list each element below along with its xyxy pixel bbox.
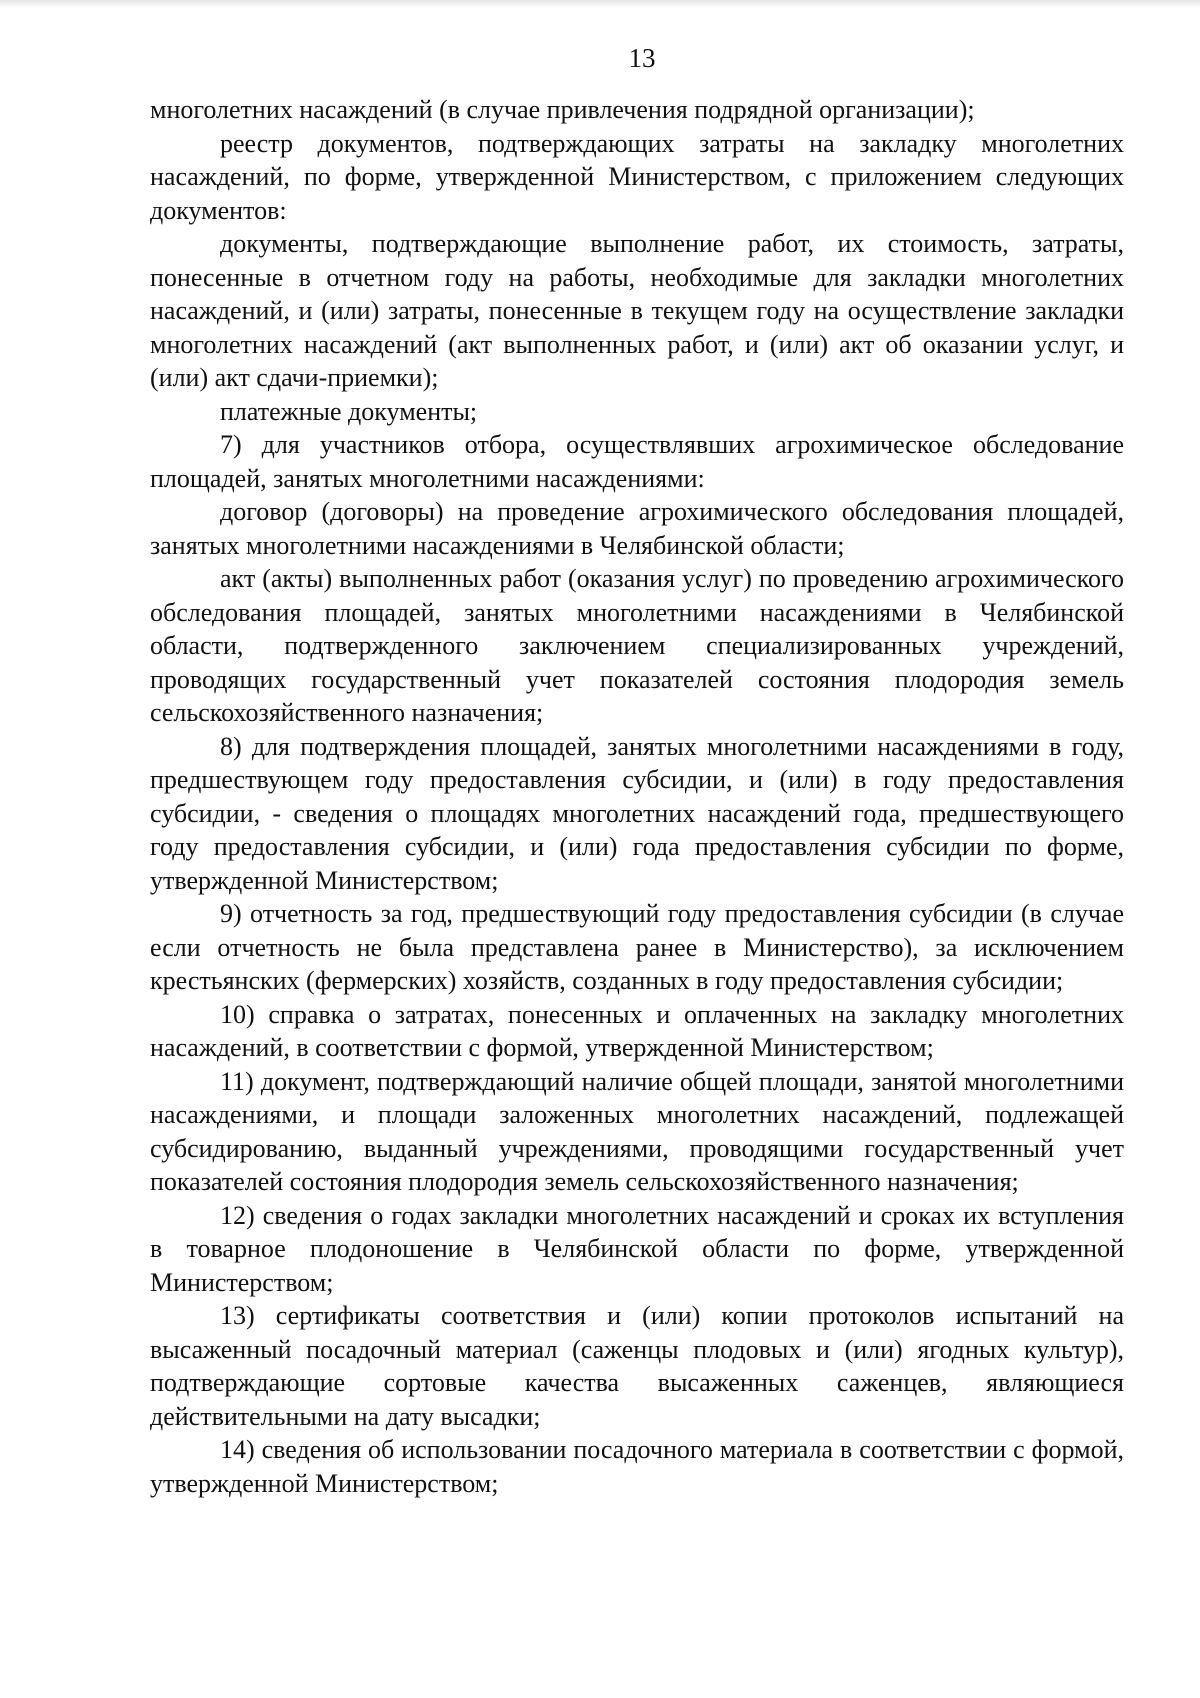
paragraph: 12) сведения о годах закладки многолетних насаждений и сроках их вступления в товарное плодоношение в Челябинской области по форме, утвержденной Министерством; [150,1200,1124,1297]
scan-edge [0,0,1200,8]
paragraph: документы, подтверждающие выполнение работ, их стоимость, затраты, понесенные в отчетном году на работы, необходимые для закладки многолетних насаждений, и (или) затраты, понесенные в текущем году на осуществление закладки многолетних насаждений (акт выполненных работ, и (или) акт об оказании услуг, и (или) акт сдачи-приемки); [150,229,1124,392]
paragraph: договор (договоры) на проведение агрохимического обследования площадей, занятых многолетними насаждениями в Челябинской области; [150,497,1124,560]
page-number: 13 [628,43,656,73]
paragraph: платежные документы; [220,396,478,426]
paragraph: реестр документов, подтверждающих затраты на закладку многолетних насаждений, по форме, утвержденной Министерством, с приложением следующих документов: [150,128,1124,225]
paragraph: 9) отчетность за год, предшествующий году предоставления субсидии (в случае если отчетность не была представлена ранее в Министерство), за исключением крестьянских (фермерских) хозяйств, созданных в году предоставления субсидии; [150,899,1124,995]
paragraph: акт (акты) выполненных работ (оказания услуг) по проведению агрохимического обследования площадей, занятых многолетними насаждениями в Челябинской области, подтвержденного заключением специализированных учреждений, проводящих государственный учет показателей состояния плодородия земель сельскохозяйственного назначения; [150,564,1124,727]
paragraph: 13) сертификаты соответствия и (или) копии протоколов испытаний на высаженный посадочный материал (саженцы плодовых и (или) ягодных культур), подтверждающие сортовые качества высаженных саженцев, являющиеся действительными на дату высадки; [150,1301,1124,1431]
paragraph: 7) для участников отбора, осуществлявших агрохимическое обследование площадей, занятых многолетними насаждениями: [150,430,1124,493]
paragraph: многолетних насаждений (в случае привлечения подрядной организации); [150,95,975,124]
document-body [150,93,1124,1500]
paragraph: 8) для подтверждения площадей, занятых многолетними насаждениями в году, предшествующем году предоставления субсидии, и (или) в году предоставления субсидии, - сведения о площадях многолетних насаждений года, предшествующего году предоставления субсидии, и (или) года предоставления субсидии по форме, утвержденной Министерством; [150,731,1124,895]
paragraph: 14) сведения об использовании посадочного материала в соответствии с формой, утвержденной Министерством; [150,1435,1124,1498]
paragraph: 11) документ, подтверждающий наличие общей площади, занятой многолетними насаждениями, и площади заложенных многолетних насаждений, подлежащей субсидированию, выданный учреждениями, проводящими государственный учет показателей состояния плодородия земель сельскохозяйственного назначения; [150,1066,1124,1196]
paragraph: 10) справка о затратах, понесенных и оплаченных на закладку многолетних насаждений, в соответствии с формой, утвержденной Министерством; [150,999,1124,1062]
